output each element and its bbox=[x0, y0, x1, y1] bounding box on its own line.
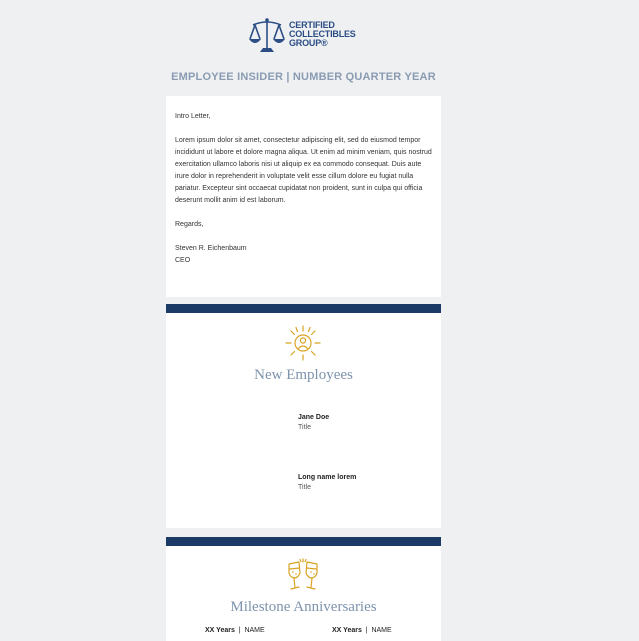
new-employees-card bbox=[166, 313, 441, 528]
signer-name: Steven R. Eichenbaum bbox=[175, 245, 247, 252]
anniversary-name: NAME bbox=[244, 627, 265, 634]
employee-entry bbox=[298, 473, 356, 493]
milestone-anniversaries-title: Milestone Anniversaries bbox=[230, 599, 377, 615]
newsletter-headline: EMPLOYEE INSIDER | NUMBER QUARTER YEAR bbox=[171, 71, 436, 83]
section-divider-bar bbox=[166, 537, 441, 546]
milestone-anniversaries-card bbox=[166, 546, 441, 641]
champagne-toast-icon bbox=[284, 558, 322, 599]
letter-closing: Regards, bbox=[175, 221, 204, 228]
anniversary-separator: | bbox=[238, 627, 241, 634]
sun-person-icon bbox=[283, 324, 323, 367]
anniversary-entry bbox=[205, 627, 265, 634]
employee-title: Title bbox=[298, 484, 311, 491]
employee-name: Long name lorem bbox=[298, 474, 357, 481]
section-divider-bar bbox=[166, 304, 441, 313]
letter-body: Lorem ipsum dolor sit amet, consectetur adipiscing elit, sed do eiusmod tempor incididunt ut labore et dolore magna aliqua. Ut enim ad minim veniam, quis nostrud exercitation ullamco laboris nisi ut aliquip ex ea commodo consequat. Duis aute irure dolor in reprehenderit in voluptate velit esse cillum dolore eu fugiat nulla pariatur. Excepteur sint occaecat cupidatat non proident, sunt in culpa qui officia deserunt mollit anim id est laborum. bbox=[175, 137, 432, 204]
company-logo bbox=[247, 17, 362, 55]
letter-greeting: Intro Letter, bbox=[175, 113, 211, 120]
anniversary-entry bbox=[332, 627, 392, 634]
signer-title: CEO bbox=[175, 257, 191, 264]
anniversary-years: XX Years bbox=[332, 627, 362, 634]
logo-line-3: GROUP® bbox=[289, 38, 328, 48]
employee-title: Title bbox=[298, 424, 311, 431]
logo-line-1: CERTIFIED bbox=[289, 20, 335, 30]
new-employees-title: New Employees bbox=[254, 367, 353, 383]
intro-letter-card bbox=[166, 96, 441, 297]
employee-name: Jane Doe bbox=[298, 414, 330, 421]
logo-wordmark bbox=[289, 21, 356, 48]
anniversary-name: NAME bbox=[371, 627, 392, 634]
anniversary-years: XX Years bbox=[205, 627, 235, 634]
anniversary-separator: | bbox=[365, 627, 368, 634]
intro-letter bbox=[175, 111, 433, 267]
logo-line-2: COLLECTIBLES bbox=[289, 29, 356, 39]
employee-entry bbox=[298, 413, 329, 433]
scales-of-justice-icon bbox=[247, 17, 287, 55]
